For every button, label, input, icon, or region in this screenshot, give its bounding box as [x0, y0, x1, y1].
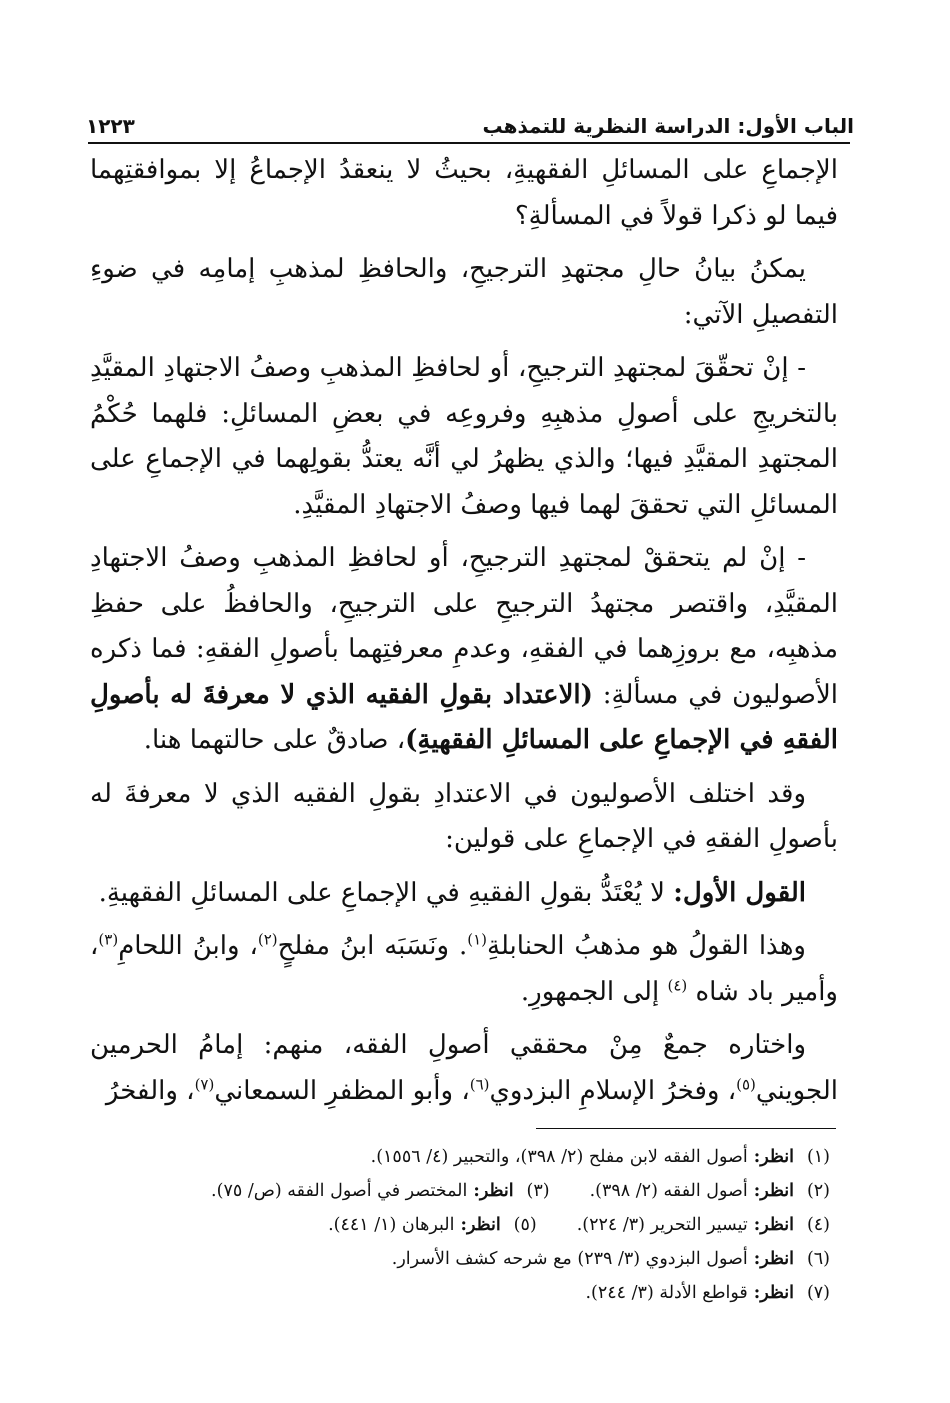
footnote-ref-3[interactable]: (٣)	[98, 930, 119, 949]
footnote-7: (٧) انظر: قواطع الأدلة (٣/ ٢٤٤).	[585, 1283, 830, 1303]
footnote-row	[100, 1174, 830, 1208]
footnote-row	[100, 1140, 830, 1174]
paragraph-6: القول الأول: لا يُعْتَدُّ بقولِ الفقيهِ في الإجماعِ على المسائلِ الفقهيةِ.	[98, 877, 806, 908]
running-header	[86, 92, 854, 138]
footnote-row	[100, 1242, 830, 1276]
paragraph-1: الإجماعِ على المسائلِ الفقهيةِ، بحيثُ لا ينعقدُ الإجماعُ إلا بموافقتِهما فيما لو ذكرا قولاً في المسألةِ؟	[90, 155, 838, 231]
footnotes	[100, 1140, 830, 1310]
footnote-4: (٤) انظر: تيسير التحرير (٣/ ٢٢٤).	[576, 1215, 830, 1235]
paragraph-7: وهذا القولُ هو مذهبُ الحنابلةِ$^{(١)}$. ونَسَبَه ابنُ مفلحٍ$^{(٢)}$، وابنُ اللحامِ$^{(٣)}$، وأمير باد شاه $^{(٤)}$ إلى الجمهورِ.	[90, 930, 838, 1007]
first-opinion-label: القول الأول:	[673, 877, 806, 908]
paragraph-5: وقد اختلف الأصوليون في الاعتدادِ بقولِ الفقيه الذي لا معرفةَ له بأصولِ الفقهِ في الإجماعِ على قولين:	[90, 778, 838, 854]
paragraph-8: واختاره جمعٌ مِنْ محققي أصولِ الفقه، منهم: إمامُ الحرمين الجويني$^{(٥)}$، وفخرُ الإسلامِ البزدوي$^{(٦)}$، وأبو المظفرِ السمعاني$^{(٧)}$، والفخرُ	[90, 1030, 838, 1106]
chapter-title: الباب الأول: الدراسة النظرية للتمذهب	[482, 114, 854, 138]
paragraph-4: - إنْ لم يتحققْ لمجتهدِ الترجيحِ، أو لحافظِ المذهبِ وصفُ الاجتهادِ المقيَّدِ، واقتصر مجتهدُ الترجيحِ على الترجيحِ، والحافظُ على حفظِ مذهبِه، مع بروزِهما في الفقهِ، وعدمِ معرفتِهما بأصولِ الفقهِ: فما ذكره الأصوليون في مسألةِ: (الاعتداد بقولِ الفقيه الذي لا معرفةَ له بأصولِ الفقهِ في الإجماعِ على المسائلِ الفقهيةِ)، صادقٌ على حالتهما هنا.	[90, 543, 839, 755]
paragraph-2: يمكنُ بيانُ حالِ مجتهدِ الترجيحِ، والحافظِ لمذهبِ إمامِه في ضوءِ التفصيلِ الآتي:	[90, 254, 838, 330]
footnote-ref-6[interactable]: (٦)	[469, 1074, 490, 1093]
footnote-row	[100, 1208, 830, 1242]
footnote-ref-5[interactable]: (٥)	[736, 1074, 756, 1093]
footnote-2: (٢) انظر: أصول الفقه (٢/ ٣٩٨).	[589, 1181, 830, 1201]
footnote-3: (٣) انظر: المختصر في أصول الفقه (ص/ ٧٥).	[211, 1181, 550, 1201]
footnote-ref-2[interactable]: (٢)	[257, 930, 278, 949]
main-text	[90, 148, 838, 1122]
footnote-6: (٦) انظر: أصول البزدوي (٣/ ٢٣٩) مع شرحه كشف الأسرار.	[391, 1249, 830, 1269]
header-divider	[88, 142, 850, 144]
footnote-1: (١) انظر: أصول الفقه لابن مفلح (٢/ ٣٩٨)، والتحبير (٤/ ١٥٥٦).	[370, 1147, 830, 1167]
footnote-ref-1[interactable]: (١)	[467, 930, 487, 949]
footnote-divider	[536, 1128, 836, 1129]
footnote-ref-4[interactable]: (٤)	[667, 975, 688, 994]
page-number: ١٢٢٣	[86, 114, 135, 138]
paragraph-3: - إنْ تحقّقَ لمجتهدِ الترجيحِ، أو لحافظِ المذهبِ وصفُ الاجتهادِ المقيَّدِ بالتخريجِ على أصولِ مذهبِهِ وفروعِه في بعضِ المسائلِ: فلهما حُكْمُ المجتهدِ المقيَّدِ فيها؛ والذي يظهرُ لي أنَّه يعتدُّ بقولِهما في الإجماعِ على المسائلِ التي تحققَ لهما فيها وصفُ الاجتهادِ المقيَّدِ.	[90, 353, 838, 520]
footnote-ref-7[interactable]: (٧)	[194, 1074, 215, 1093]
quoted-issue: (الاعتداد بقولِ الفقيه الذي لا معرفةَ له بأصولِ الفقهِ في الإجماعِ على المسائلِ الفقهيةِ)	[90, 679, 838, 755]
footnote-5: (٥) انظر: البرهان (١/ ٤٤١).	[328, 1215, 537, 1235]
footnote-row	[100, 1276, 830, 1310]
